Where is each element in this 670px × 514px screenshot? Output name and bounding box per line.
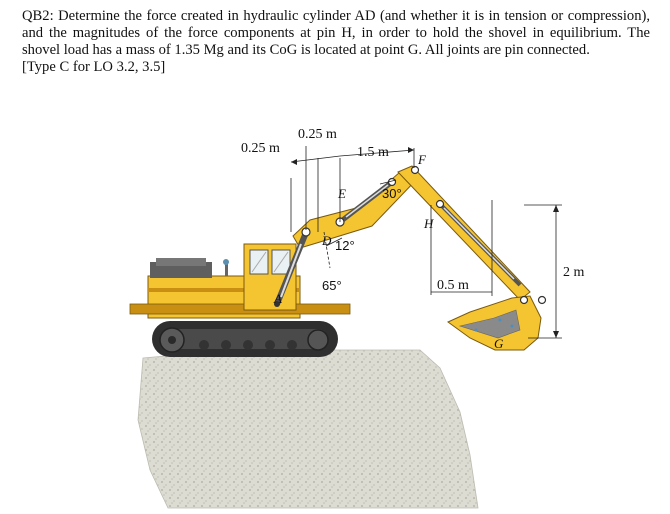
angle-label-65: 65° [322, 278, 342, 293]
lo-note: [Type C for LO 3.2, 3.5] [22, 59, 166, 75]
point-label-h: H [424, 216, 434, 231]
point-label-a: A [274, 291, 282, 306]
angle-label-30: 30° [382, 186, 402, 201]
point-label-d: D [322, 233, 332, 248]
track-assembly [152, 321, 338, 357]
dim-label-05: 0.5 m [437, 278, 469, 293]
dim-label-025-top: 0.25 m [298, 127, 337, 142]
dim-label-2: 2 m [563, 265, 585, 280]
problem-statement: QB2: Determine the force created in hydraulic cylinder AD (and whether it is in tension or compression), and the magnitudes of the force components at pin H, in order to hold the shovel in equilibrium. The shovel load has a mass of 1.35 Mg and its CoG is located at point G. All joints are pin connected. [22, 8, 650, 58]
point-label-g: G [494, 336, 504, 351]
excavator-body [130, 244, 350, 318]
dim-label-15: 1.5 m [357, 145, 389, 160]
angle-label-12: 12° [335, 238, 355, 253]
point-label-e: E [338, 186, 346, 201]
point-label-f: F [418, 152, 426, 167]
ground-terrain [138, 350, 478, 508]
dim-label-025-left: 0.25 m [241, 141, 280, 156]
